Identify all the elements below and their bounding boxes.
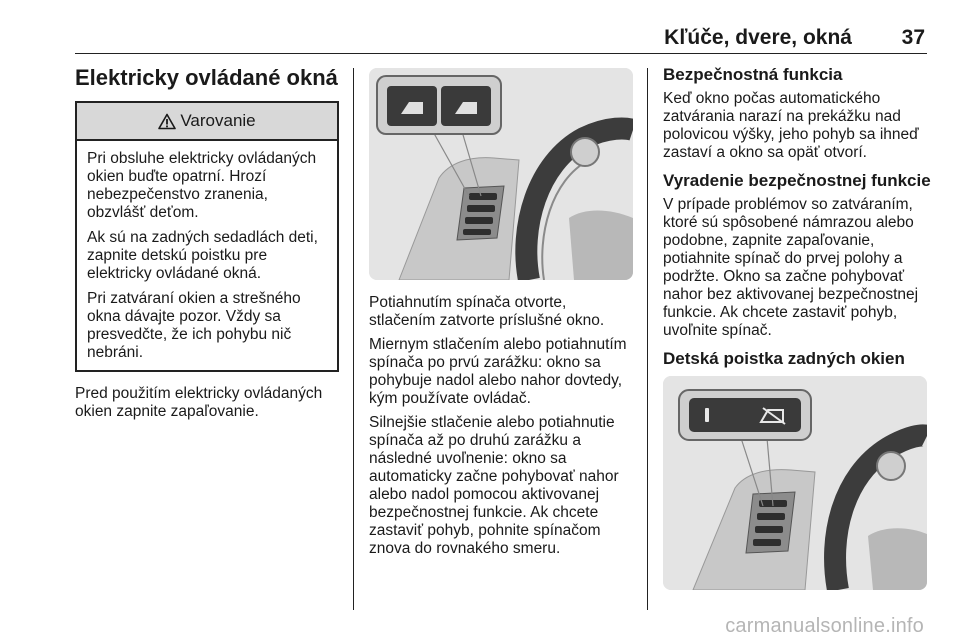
warning-header xyxy=(77,103,337,141)
column-1 xyxy=(75,60,339,421)
page-header xyxy=(75,26,927,52)
header-rule xyxy=(75,53,927,54)
section-title: Elektricky ovládané okná xyxy=(75,65,338,90)
chapter-title: Kľúče, dvere, okná xyxy=(664,26,852,49)
body-paragraph: V prípade problémov so zatváraním, ktoré sú spôsobené námrazou alebo podobne, zapnite zapaľovanie, potiahnite spínač do prvej polohy a podržte. Okno sa začne pohybovať nahor bez aktivovanej bezpečnostnej funkcie. Ak chcete zastaviť pohyb, uvoľnite spínač. xyxy=(663,196,919,339)
column-divider xyxy=(353,68,354,610)
body-paragraph: Keď okno počas automatického zatvárania narazí na prekážku nad polovicou výšky, jeho pohyb sa ihneď zastaví a okno sa opäť otvorí. xyxy=(663,90,919,161)
body-paragraph: Miernym stlačením alebo potiahnutím spínača po prvú zarážku: okno sa pohybuje nadol alebo nahor dovtedy, kým používate ovládač. xyxy=(369,336,627,407)
page-number: 37 xyxy=(901,26,925,49)
child-lock-illustration xyxy=(663,376,927,590)
warning-paragraph: Pri obsluhe elektricky ovládaných okien buďte opatrní. Hrozí nebezpečenstvo zranenia, obzvlášť deťom. xyxy=(87,150,317,221)
body-paragraph: Silnejšie stlačenie alebo potiahnutie spínača až po druhú zarážku a následné uvoľnenie: okno sa automaticky začne pohybovať nahor alebo nadol pomocou aktivovanej bezpečnostnej funkcie. Ak chcete zastaviť pohyb, pohnite spínačom znova do rovnakého smeru. xyxy=(369,414,619,557)
warning-label: Varovanie xyxy=(180,111,256,130)
subsection-title: Vyradenie bezpečnostnej funkcie xyxy=(663,171,931,190)
subsection-title: Detská poistka zadných okien xyxy=(663,349,905,368)
body-paragraph: Pred použitím elektricky ovládaných okien zapnite zapaľovanie. xyxy=(75,385,323,420)
window-switch-illustration xyxy=(369,68,633,280)
column-divider xyxy=(647,68,648,610)
warning-body xyxy=(77,141,337,370)
warning-triangle-icon xyxy=(158,113,176,130)
watermark: carmanualsonline.info xyxy=(725,615,924,637)
body-paragraph: Potiahnutím spínača otvorte, stlačením zatvorte príslušné okno. xyxy=(369,294,605,329)
column-3 xyxy=(663,60,931,590)
warning-box xyxy=(75,101,339,372)
warning-paragraph: Ak sú na zadných sedadlách deti, zapnite detskú poistku pre elektricky ovládané okná. xyxy=(87,229,318,282)
warning-paragraph: Pri zatváraní okien a strešného okna dávajte pozor. Vždy sa presvedčte, že ich pohybu nič nebráni. xyxy=(87,290,301,361)
subsection-title: Bezpečnostná funkcia xyxy=(663,65,843,84)
column-2 xyxy=(369,60,633,564)
